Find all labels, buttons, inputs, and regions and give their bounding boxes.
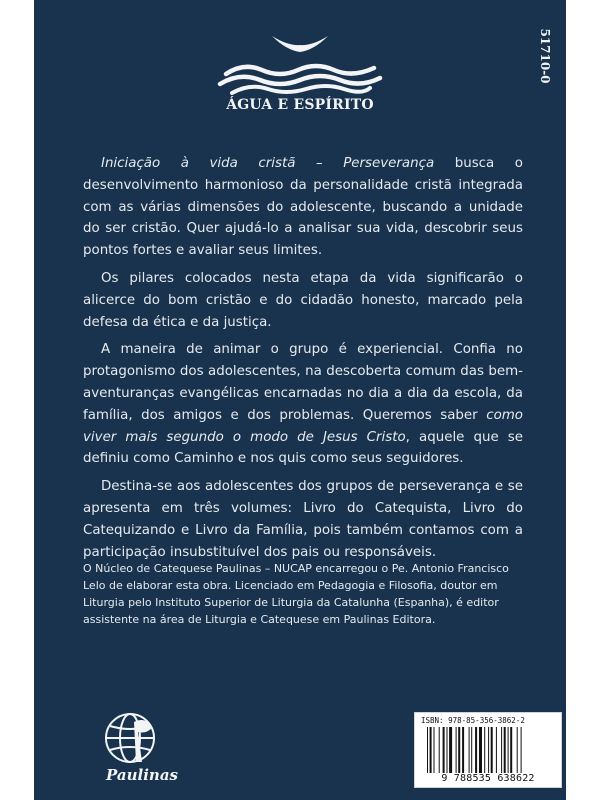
synopsis bbox=[83, 153, 523, 569]
collection-title: ÁGUA E ESPÍRITO bbox=[226, 97, 374, 113]
isbn-label: ISBN: 978-85-356-3862-2 bbox=[421, 716, 525, 725]
barcode-bar bbox=[521, 727, 522, 773]
text: Os pilares colocados nesta etapa da vida significarão o alicerce do bom cristão e do cidadão honesto, marcado pela defesa da ética e da justiça. bbox=[83, 270, 523, 330]
synopsis-paragraph bbox=[83, 339, 523, 470]
text: Destina-se aos adolescentes dos grupos de perseverança e se apresenta em três volumes: Livro do Catequista, Livro do Catequizando e Livro da Família, pois também contamos com a participação insubstituível dos pais ou responsáveis. bbox=[83, 479, 523, 560]
spine-code: 51710-0 bbox=[538, 28, 552, 84]
synopsis-paragraph bbox=[83, 476, 523, 563]
barcode-bar bbox=[475, 727, 477, 773]
barcode-bar bbox=[462, 727, 464, 773]
barcode-bar bbox=[501, 727, 502, 773]
text: , aquele que se definiu como Caminho e nos quis como seus seguidores. bbox=[83, 429, 523, 467]
barcode-bar bbox=[430, 727, 432, 773]
paulinas-globe-logo-icon bbox=[94, 708, 189, 788]
barcode-bar bbox=[491, 727, 493, 773]
barcode-bar bbox=[456, 727, 457, 773]
publisher-name: Paulinas bbox=[106, 766, 178, 784]
barcode-bar bbox=[471, 727, 472, 773]
barcode-digits: 9 788535 638622 bbox=[441, 773, 535, 784]
barcode-bar bbox=[434, 727, 435, 773]
italic-text: Iniciação à vida cristã – Perseverança bbox=[101, 156, 435, 171]
barcode-bar bbox=[484, 727, 485, 773]
synopsis-paragraph bbox=[83, 153, 523, 262]
barcode-bar bbox=[458, 727, 460, 773]
barcode-bar bbox=[447, 727, 448, 773]
barcode bbox=[414, 712, 562, 788]
text: A maneira de animar o grupo é experiencial. Confia no protagonismo dos adolescentes, na descoberta comum das bem-aventuranças evangélicas encarnadas no dia a dia da escola, da família, dos amigos e dos problemas. Queremos saber bbox=[83, 342, 523, 423]
barcode-bar bbox=[479, 727, 482, 773]
barcode-bar bbox=[510, 727, 512, 773]
barcode-bar bbox=[449, 727, 452, 773]
barcode-bar bbox=[517, 727, 518, 773]
italic-text: como viver mais segundo o modo de Jesus Cristo bbox=[83, 407, 523, 445]
author-note: O Núcleo de Catequese Paulinas – NUCAP encarregou o Pe. Antonio Francisco Lelo de elaborar esta obra. Licenciado em Pedagogia e Filosofia, doutor em Liturgia pelo Instituto Superior de Liturgia da Catalunha (Espanha), é editor assistente na área de Liturgia e Catequese em Paulinas Editora. bbox=[83, 562, 509, 626]
barcode-bar bbox=[496, 727, 497, 773]
barcode-bar bbox=[439, 727, 440, 773]
barcode-bar bbox=[427, 727, 428, 773]
barcode-bar bbox=[469, 727, 470, 773]
back-cover bbox=[34, 0, 566, 800]
barcode-bar bbox=[443, 727, 445, 773]
barcode-bars bbox=[427, 727, 555, 773]
barcode-bar bbox=[508, 727, 509, 773]
text: busca o desenvolvimento harmonioso da personalidade cristã integrada com as várias dimensões do adolescente, buscando a unidade do ser cristão. Quer ajudá-lo a analisar sua vida, descobrir seus pontos fortes e avaliar seus limites. bbox=[83, 156, 523, 259]
barcode-bar bbox=[488, 727, 489, 773]
synopsis-paragraph bbox=[83, 268, 523, 333]
barcode-bar bbox=[504, 727, 506, 773]
